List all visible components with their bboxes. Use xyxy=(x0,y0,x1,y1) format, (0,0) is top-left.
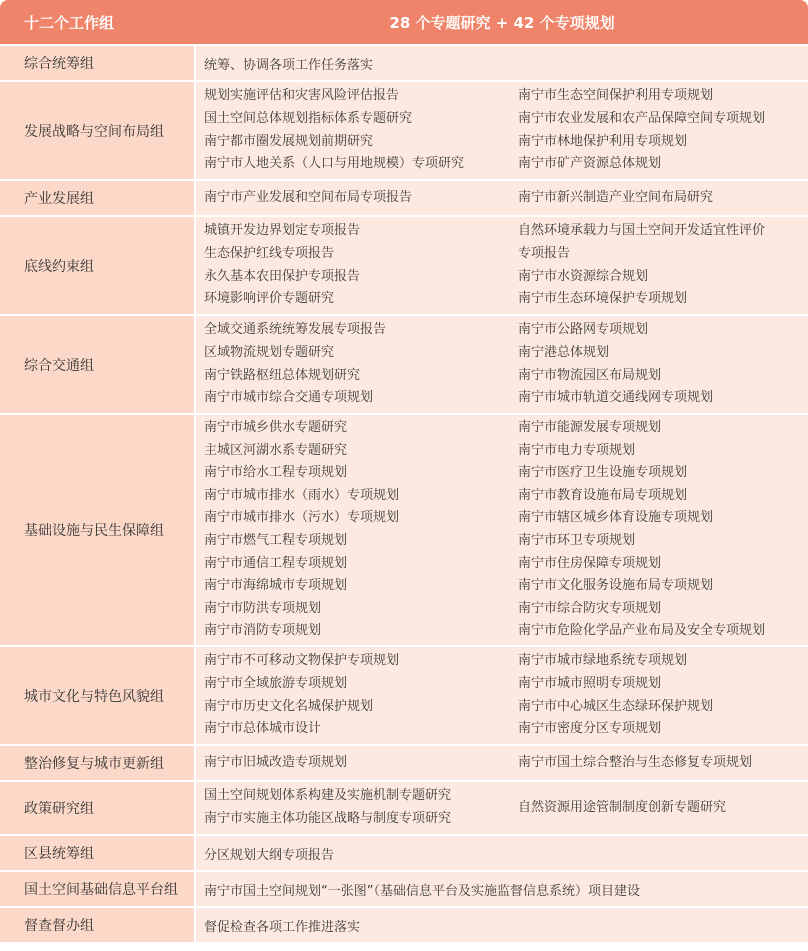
left-column xyxy=(204,417,518,643)
group-content xyxy=(196,647,808,744)
task-item: 区域物流规划专题研究 xyxy=(204,344,335,360)
task-item: 环境影响评价专题研究 xyxy=(204,291,335,307)
task-item: 南宁市国土综合整治与生态修复专项规划 xyxy=(518,754,753,770)
group-name: 城市文化与特色风貌组 xyxy=(0,647,194,744)
task-item: 南宁港总体规划 xyxy=(518,344,610,360)
task-item: 南宁市物流园区布局规划 xyxy=(518,367,662,383)
group-content xyxy=(196,746,808,780)
task-item: 国土空间规划体系构建及实施机制专题研究 xyxy=(204,788,452,804)
table-body xyxy=(0,44,808,942)
task-item: 南宁市燃气工程专项规划 xyxy=(204,533,348,548)
task-item: 南宁市公路网专项规划 xyxy=(518,322,649,338)
task-item: 南宁市历史文化名城保护规划 xyxy=(204,698,374,714)
group-content xyxy=(196,908,808,942)
group-content xyxy=(196,782,808,834)
task-item: 南宁市农业发展和农产品保障空间专项规划 xyxy=(518,110,766,126)
task-item: 南宁市国土空间规划“一张图”（基础信息平台及实施监督信息系统）项目建设 xyxy=(204,883,640,899)
task-item: 南宁市密度分区专项规划 xyxy=(518,721,662,737)
table-row xyxy=(0,870,808,906)
right-column xyxy=(518,187,808,210)
table-row xyxy=(0,780,808,834)
right-column xyxy=(518,752,808,775)
task-item: 南宁市林地保护利用专项规划 xyxy=(518,133,688,149)
group-content xyxy=(196,836,808,870)
task-item: 南宁市水资源综合规划 xyxy=(518,268,649,284)
task-item: 南宁市城市综合交通专项规划 xyxy=(204,390,374,406)
table-row xyxy=(0,744,808,780)
table-row xyxy=(0,413,808,645)
task-item: 自然环境承载力与国土空间开发适宜性评价 xyxy=(518,223,766,239)
group-name: 国土空间基础信息平台组 xyxy=(0,872,194,906)
task-item: 南宁市城市排水（雨水）专项规划 xyxy=(204,487,400,503)
left-column xyxy=(204,220,518,310)
table-row xyxy=(0,44,808,80)
task-item: 南宁市城乡供水专题研究 xyxy=(204,420,348,436)
task-item: 南宁市城市排水（污水）专项规划 xyxy=(204,510,400,526)
task-item: 南宁市新兴制造产业空间布局研究 xyxy=(518,189,714,205)
task-item: 南宁市全域旅游专项规划 xyxy=(204,675,348,691)
task-item: 分区规划大纲专项报告 xyxy=(204,847,335,863)
table-row xyxy=(0,906,808,942)
task-item: 南宁市产业发展和空间布局专项报告 xyxy=(204,189,413,205)
group-content xyxy=(196,181,808,215)
task-item: 南宁市防洪专项规划 xyxy=(204,600,322,616)
task-item: 专项报告 xyxy=(518,245,571,261)
group-content xyxy=(196,872,808,906)
group-column-header: 十二个工作组 xyxy=(24,13,115,32)
task-item: 南宁市实施主体功能区战略与制度专项研究 xyxy=(204,811,452,826)
task-item: 南宁市危险化学品产业布局及安全专项规划 xyxy=(518,623,766,639)
group-content xyxy=(196,217,808,314)
group-name: 督查督办组 xyxy=(0,908,194,942)
task-item: 南宁市给水工程专项规划 xyxy=(204,465,348,481)
task-item: 南宁市综合防灾专项规划 xyxy=(518,600,662,616)
left-column xyxy=(204,85,518,175)
table-row xyxy=(0,80,808,179)
task-item: 规划实施评估和灾害风险评估报告 xyxy=(204,88,400,104)
task-item: 南宁市旧城改造专项规划 xyxy=(204,754,348,770)
group-content xyxy=(196,316,808,413)
task-item: 主城区河湖水系专题研究 xyxy=(204,442,348,458)
task-item: 城镇开发边界划定专项报告 xyxy=(204,223,361,239)
task-item: 南宁市生态环境保护专项规划 xyxy=(518,291,688,307)
left-column xyxy=(204,650,518,740)
right-column xyxy=(518,220,808,310)
task-item: 南宁市教育设施布局专项规划 xyxy=(518,487,688,503)
group-name: 政策研究组 xyxy=(0,782,194,834)
table-row xyxy=(0,179,808,215)
group-name: 整治修复与城市更新组 xyxy=(0,746,194,780)
task-item: 南宁市医疗卫生设施专项规划 xyxy=(518,465,688,481)
task-item: 南宁市电力专项规划 xyxy=(518,442,636,458)
right-column xyxy=(518,650,808,740)
task-item: 南宁市住房保障专项规划 xyxy=(518,555,662,571)
group-name: 基础设施与民生保障组 xyxy=(0,415,194,645)
task-item: 南宁市城市轨道交通线网专项规划 xyxy=(518,390,714,406)
task-item: 南宁市城市绿地系统专项规划 xyxy=(518,653,688,669)
task-item: 生态保护红线专项报告 xyxy=(204,245,335,261)
right-column xyxy=(518,319,808,409)
task-item: 南宁市矿产资源总体规划 xyxy=(518,156,662,172)
right-column xyxy=(518,417,808,643)
task-item: 南宁市通信工程专项规划 xyxy=(204,555,348,571)
task-item: 国土空间总体规划指标体系专题研究 xyxy=(204,110,413,126)
table-row xyxy=(0,834,808,870)
task-item: 南宁铁路枢纽总体规划研究 xyxy=(204,367,361,383)
task-item: 南宁市环卫专项规划 xyxy=(518,533,636,548)
group-name: 综合统筹组 xyxy=(0,46,194,80)
task-item: 南宁市总体城市设计 xyxy=(204,721,322,737)
task-item: 自然资源用途管制制度创新专题研究 xyxy=(518,799,727,815)
task-item: 南宁市生态空间保护利用专项规划 xyxy=(518,88,714,104)
group-name: 区县统筹组 xyxy=(0,836,194,870)
table-row xyxy=(0,215,808,314)
content-column-header: 28 个专题研究 + 42 个专项规划 xyxy=(389,13,615,32)
left-column xyxy=(204,785,518,830)
right-column xyxy=(518,85,808,175)
task-item: 南宁市文化服务设施布局专项规划 xyxy=(518,578,714,594)
group-name: 发展战略与空间布局组 xyxy=(0,82,194,179)
task-item: 南宁市人地关系（人口与用地规模）专项研究 xyxy=(204,156,465,172)
group-name: 综合交通组 xyxy=(0,316,194,413)
table-row xyxy=(0,314,808,413)
left-column xyxy=(204,319,518,409)
task-item: 督促检查各项工作推进落实 xyxy=(204,919,361,935)
task-item: 永久基本农田保护专项报告 xyxy=(204,268,361,284)
task-item: 南宁市不可移动文物保护专项规划 xyxy=(204,653,400,669)
group-content xyxy=(196,46,808,80)
table-row xyxy=(0,645,808,744)
task-item: 南宁市能源发展专项规划 xyxy=(518,420,662,436)
task-item: 南宁市消防专项规划 xyxy=(204,623,322,639)
group-content xyxy=(196,415,808,645)
task-item: 南宁市中心城区生态绿环保护规划 xyxy=(518,698,714,714)
left-column xyxy=(204,187,518,210)
task-item: 南宁市城市照明专项规划 xyxy=(518,675,662,691)
left-column xyxy=(204,752,518,775)
task-item: 统筹、协调各项工作任务落实 xyxy=(204,57,374,73)
group-content xyxy=(196,82,808,179)
task-item: 全域交通系统统筹发展专项报告 xyxy=(204,322,387,338)
task-item: 南宁都市圈发展规划前期研究 xyxy=(204,133,374,149)
task-item: 南宁市海绵城市专项规划 xyxy=(204,578,348,594)
task-item: 南宁市辖区城乡体育设施专项规划 xyxy=(518,510,714,526)
table-header xyxy=(0,0,808,44)
group-name: 底线约束组 xyxy=(0,217,194,314)
group-name: 产业发展组 xyxy=(0,181,194,215)
right-column xyxy=(518,797,808,820)
